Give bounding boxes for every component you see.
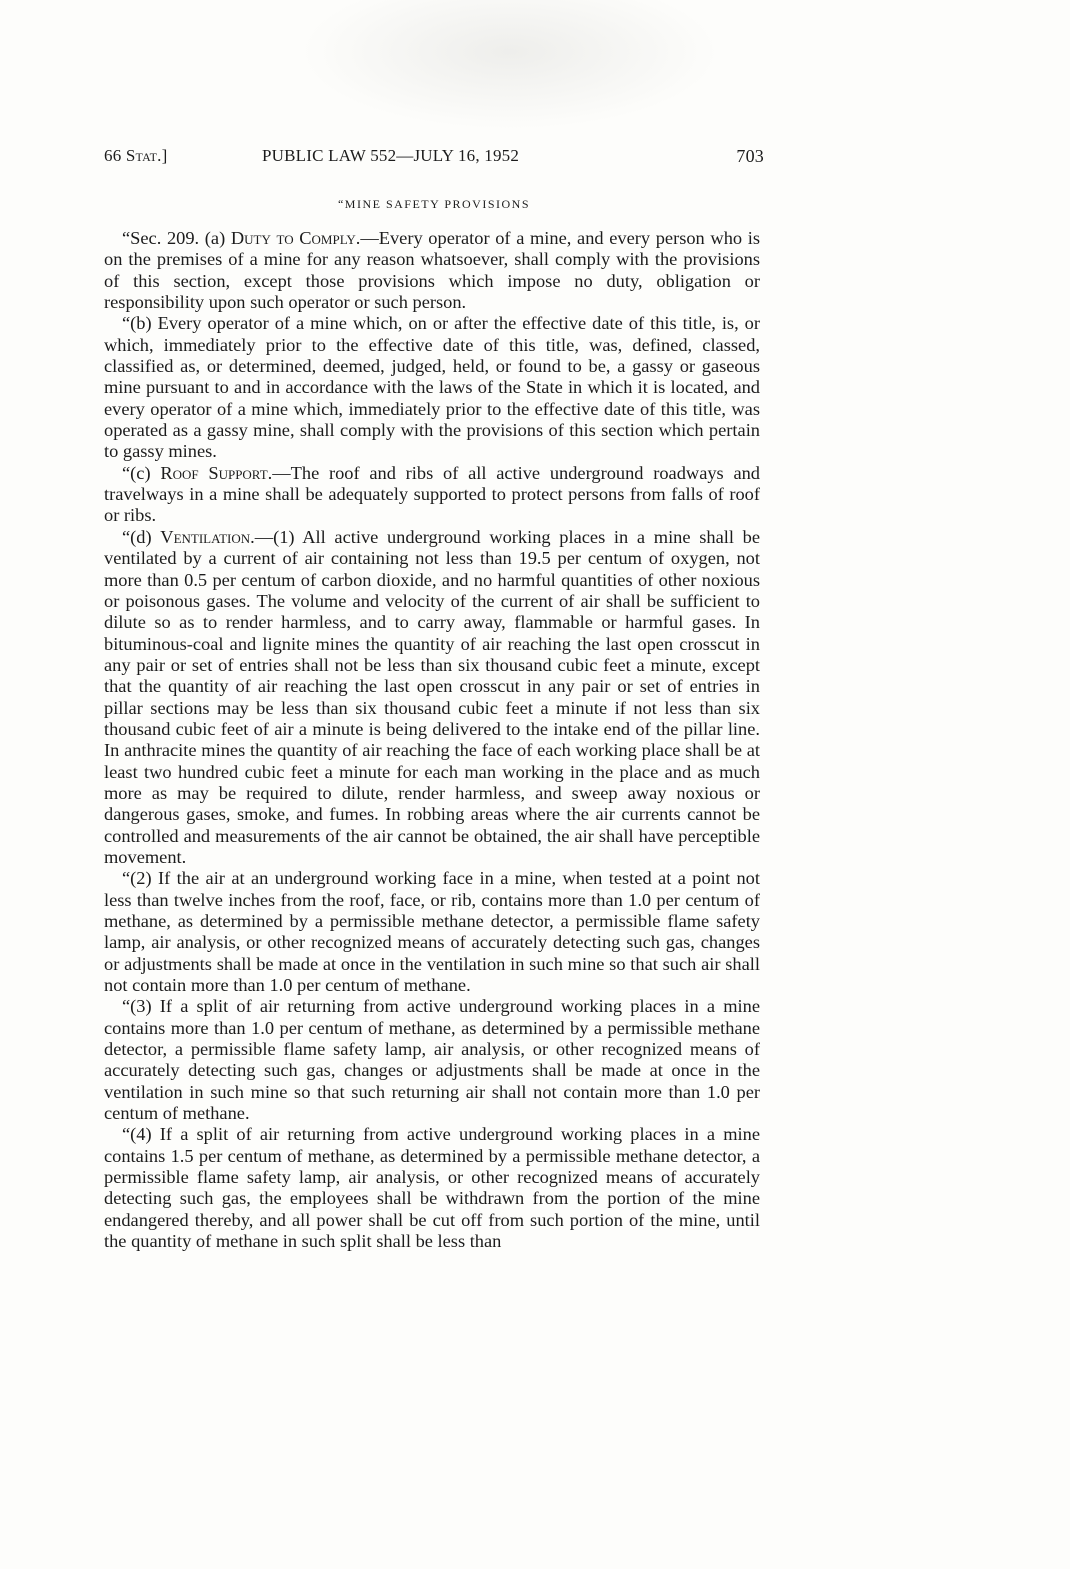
paragraph-text: —(1) All active underground working places in a mine shall be ventilated by a current of air containing not less than 19.5 per centum of oxygen, not more than 0.5 per centum of carbon dioxide, and no harmful quantities of other noxious or poisonous gases. The volume and velocity of the current of air shall be sufficient to dilute so as to render harmless, and to carry away, flammable or harmful gases. In bituminous-coal and lignite mines the quantity of air reaching the last open crosscut in any pair or set of entries shall not be less than six thousand cubic feet a minute, except that the quantity of air reaching the last open crosscut in any pair or set of entries in pillar sections may be less than six thousand cubic feet a minute if not less than six thousand cubic feet of air a minute is being delivered to the intake end of the pillar line. In anthracite mines the quantity of air reaching the face of each working place shall be at least two hundred cubic feet a minute for each man working in the place and as much more as may be required to dilute, render harmless, and sweep away noxious or dangerous gases, smoke, and fumes. In robbing areas where the air currents cannot be controlled and measurements of the air cannot be obtained, the air shall have perceptible movement.: [104, 526, 760, 867]
statute-citation: 66 Stat.]: [104, 146, 168, 165]
paragraph-prefix: “(3): [122, 996, 160, 1017]
paragraph-prefix: “Sec. 209. (a): [122, 228, 231, 248]
paragraph-text: If a split of air returning from active underground working places in a mine contains 1.5 per centum of methane, as determined by a permissible methane detector, a permissible flame safety lamp, air analysis, or other recognized means of accurately detecting such gas, the employees shall be withdrawn from the portion of the mine endangered thereby, and all power shall be cut off from such portion of the mine, until the quantity of methane in such split shall be less than: [104, 1124, 760, 1252]
paragraph-209c: [104, 463, 760, 527]
paragraph-text: Every operator of a mine which, on or after the effective date of this title, is, or which, immediately prior to the effective date of this title, was, defined, classed, classified as, or determined, deemed, judged, held, or found to be, a gassy or gaseous mine pursuant to and in accordance with the laws of the State in which it is located, and every operator of a mine which, immediately prior to the effective date of this title, was operated as a gassy mine, shall comply with the provisions of this section which pertain to gassy mines.: [104, 313, 760, 462]
paragraph-209d1: [104, 527, 760, 869]
paragraph-prefix: “(d): [122, 526, 161, 547]
paragraph-209d2: [104, 868, 760, 996]
running-header: [104, 146, 764, 168]
paragraph-text: If a split of air returning from active underground working places in a mine contains more than 1.0 per centum of methane, as determined by a permissible methane detector, a permissible flame safety lamp, air analysis, or other recognized means of accurately detecting such gas, changes or adjustments shall be made at once in the ventilation in such mine so that such returning air shall not contain more than 1.0 per centum of methane.: [104, 996, 760, 1124]
paragraph-text: —The roof and ribs of all active underground roadways and travelways in a mine shall be adequately supported to protect persons from falls of roof or ribs.: [104, 462, 761, 526]
paragraph-209d4: [104, 1124, 760, 1252]
paragraph-title: Duty to Comply.: [230, 228, 361, 248]
paragraph-prefix: “(4): [122, 1124, 160, 1145]
section-heading: “MINE SAFETY PROVISIONS: [337, 197, 531, 211]
paragraph-209d3: [104, 996, 760, 1124]
scan-smudge: [300, 0, 720, 130]
paragraph-prefix: “(b): [122, 313, 158, 334]
paragraph-title: Roof Support.: [160, 462, 273, 483]
paragraph-prefix: “(2): [122, 868, 159, 889]
law-title: PUBLIC LAW 552—JULY 16, 1952: [262, 146, 520, 165]
body-text: [104, 228, 760, 1253]
paragraph-text: If the air at an underground working face in a mine, when tested at a point not less than twelve inches from the roof, face, or rib, contains more than 1.0 per centum of methane, as determined by a permissible methane detector, a permissible flame safety lamp, air analysis, or other recognized means of accurately detecting such gas, changes or adjustments shall be made at once in the ventilation in such mine so that such air shall not contain more than 1.0 per centum of methane.: [104, 868, 760, 996]
paragraph-prefix: “(c): [122, 462, 161, 483]
paragraph-209b: [104, 313, 760, 462]
paragraph-209a: [104, 228, 760, 313]
paragraph-title: Ventilation.: [160, 526, 255, 547]
paragraph-text: —Every operator of a mine, and every person who is on the premises of a mine for any reason whatsoever, shall comply with the provisions of this section, except those provisions which impose no duty, obligation or responsibility upon such operator or such person.: [104, 228, 760, 313]
page-number: 703: [736, 146, 764, 166]
